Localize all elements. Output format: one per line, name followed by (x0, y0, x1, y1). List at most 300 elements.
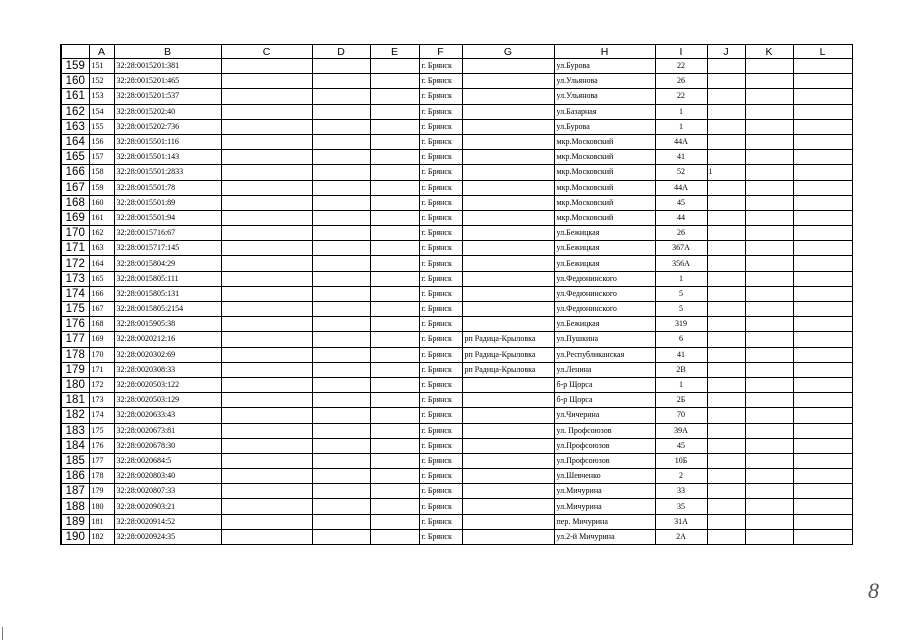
cell-f[interactable]: г. Брянск (419, 423, 462, 438)
cell-j[interactable] (707, 89, 745, 104)
row-number[interactable]: 187 (61, 484, 89, 499)
cell-d[interactable] (312, 438, 370, 453)
cell-b[interactable]: 32:28:0020684:5 (114, 453, 221, 468)
cell-h[interactable]: ул.Бурова (554, 119, 655, 134)
cell-j[interactable] (707, 317, 745, 332)
cell-i[interactable]: 319 (655, 317, 707, 332)
cell-l[interactable] (793, 408, 852, 423)
column-header-d[interactable]: D (312, 45, 370, 59)
cell-h[interactable]: мкр.Московский (554, 180, 655, 195)
cell-a[interactable]: 156 (89, 134, 114, 149)
row-number[interactable]: 183 (61, 423, 89, 438)
cell-c[interactable] (221, 514, 312, 529)
row-number[interactable]: 182 (61, 408, 89, 423)
cell-e[interactable] (370, 241, 419, 256)
cell-l[interactable] (793, 529, 852, 544)
cell-i[interactable]: 356А (655, 256, 707, 271)
cell-h[interactable]: ул.Республиканская (554, 347, 655, 362)
cell-b[interactable]: 32:28:0020807:33 (114, 484, 221, 499)
cell-h[interactable]: ул.Профсоюзов (554, 438, 655, 453)
cell-j[interactable] (707, 499, 745, 514)
cell-h[interactable]: б-р Щорса (554, 393, 655, 408)
cell-g[interactable] (462, 104, 554, 119)
cell-e[interactable] (370, 119, 419, 134)
cell-d[interactable] (312, 499, 370, 514)
cell-g[interactable] (462, 256, 554, 271)
cell-f[interactable]: г. Брянск (419, 484, 462, 499)
cell-j[interactable] (707, 362, 745, 377)
cell-k[interactable] (745, 119, 793, 134)
cell-g[interactable] (462, 226, 554, 241)
cell-g[interactable] (462, 59, 554, 74)
cell-k[interactable] (745, 134, 793, 149)
cell-k[interactable] (745, 362, 793, 377)
cell-j[interactable]: 1 (707, 165, 745, 180)
cell-l[interactable] (793, 165, 852, 180)
cell-g[interactable] (462, 484, 554, 499)
cell-j[interactable] (707, 150, 745, 165)
cell-i[interactable]: 2В (655, 362, 707, 377)
cell-k[interactable] (745, 423, 793, 438)
cell-a[interactable]: 165 (89, 271, 114, 286)
cell-b[interactable]: 32:28:0020503:122 (114, 377, 221, 392)
cell-j[interactable] (707, 453, 745, 468)
cell-c[interactable] (221, 241, 312, 256)
cell-h[interactable]: ул.Федюнинского (554, 302, 655, 317)
cell-i[interactable]: 22 (655, 89, 707, 104)
cell-g[interactable] (462, 150, 554, 165)
cell-l[interactable] (793, 150, 852, 165)
cell-f[interactable]: г. Брянск (419, 286, 462, 301)
cell-d[interactable] (312, 423, 370, 438)
cell-g[interactable] (462, 393, 554, 408)
cell-f[interactable]: г. Брянск (419, 59, 462, 74)
cell-h[interactable]: ул. Профсоюзов (554, 423, 655, 438)
cell-h[interactable]: ул.Чичерина (554, 408, 655, 423)
cell-f[interactable]: г. Брянск (419, 226, 462, 241)
cell-f[interactable]: г. Брянск (419, 195, 462, 210)
cell-c[interactable] (221, 484, 312, 499)
cell-k[interactable] (745, 271, 793, 286)
cell-g[interactable] (462, 165, 554, 180)
cell-d[interactable] (312, 377, 370, 392)
row-number[interactable]: 159 (61, 59, 89, 74)
cell-i[interactable]: 41 (655, 347, 707, 362)
cell-b[interactable]: 32:28:0015805:111 (114, 271, 221, 286)
cell-b[interactable]: 32:28:0020212:16 (114, 332, 221, 347)
cell-b[interactable]: 32:28:0015805:131 (114, 286, 221, 301)
cell-h[interactable]: мкр.Московский (554, 195, 655, 210)
cell-k[interactable] (745, 104, 793, 119)
cell-d[interactable] (312, 362, 370, 377)
cell-l[interactable] (793, 302, 852, 317)
row-number[interactable]: 176 (61, 317, 89, 332)
row-number[interactable]: 162 (61, 104, 89, 119)
cell-l[interactable] (793, 195, 852, 210)
cell-c[interactable] (221, 469, 312, 484)
cell-c[interactable] (221, 332, 312, 347)
cell-k[interactable] (745, 210, 793, 225)
cell-j[interactable] (707, 484, 745, 499)
cell-i[interactable]: 33 (655, 484, 707, 499)
cell-h[interactable]: ул.Профсоюзов (554, 453, 655, 468)
cell-c[interactable] (221, 529, 312, 544)
cell-i[interactable]: 1 (655, 377, 707, 392)
cell-j[interactable] (707, 226, 745, 241)
row-number[interactable]: 188 (61, 499, 89, 514)
cell-i[interactable]: 35 (655, 499, 707, 514)
cell-i[interactable]: 39А (655, 423, 707, 438)
cell-a[interactable]: 161 (89, 210, 114, 225)
cell-i[interactable]: 52 (655, 165, 707, 180)
cell-b[interactable]: 32:28:0015501:2833 (114, 165, 221, 180)
row-number[interactable]: 165 (61, 150, 89, 165)
cell-k[interactable] (745, 453, 793, 468)
cell-i[interactable]: 1 (655, 104, 707, 119)
cell-j[interactable] (707, 134, 745, 149)
cell-e[interactable] (370, 347, 419, 362)
row-number[interactable]: 186 (61, 469, 89, 484)
cell-h[interactable]: мкр.Московский (554, 210, 655, 225)
cell-h[interactable]: ул.Бежицкая (554, 226, 655, 241)
cell-a[interactable]: 168 (89, 317, 114, 332)
cell-j[interactable] (707, 347, 745, 362)
cell-l[interactable] (793, 89, 852, 104)
cell-e[interactable] (370, 499, 419, 514)
cell-i[interactable]: 2А (655, 529, 707, 544)
cell-e[interactable] (370, 89, 419, 104)
cell-k[interactable] (745, 165, 793, 180)
cell-l[interactable] (793, 469, 852, 484)
cell-f[interactable]: г. Брянск (419, 514, 462, 529)
cell-h[interactable]: ул.Мичурина (554, 484, 655, 499)
cell-c[interactable] (221, 438, 312, 453)
cell-b[interactable]: 32:28:0015805:2154 (114, 302, 221, 317)
row-number[interactable]: 179 (61, 362, 89, 377)
cell-d[interactable] (312, 226, 370, 241)
row-number[interactable]: 172 (61, 256, 89, 271)
cell-l[interactable] (793, 226, 852, 241)
row-number[interactable]: 178 (61, 347, 89, 362)
cell-i[interactable]: 44 (655, 210, 707, 225)
cell-e[interactable] (370, 271, 419, 286)
cell-f[interactable]: г. Брянск (419, 150, 462, 165)
cell-d[interactable] (312, 134, 370, 149)
cell-b[interactable]: 32:28:0015905:38 (114, 317, 221, 332)
column-header-k[interactable]: K (745, 45, 793, 59)
cell-e[interactable] (370, 484, 419, 499)
cell-h[interactable]: ул.Федюнинского (554, 286, 655, 301)
cell-e[interactable] (370, 134, 419, 149)
cell-k[interactable] (745, 302, 793, 317)
cell-i[interactable]: 44А (655, 134, 707, 149)
cell-a[interactable]: 182 (89, 529, 114, 544)
cell-h[interactable]: ул.Ульянова (554, 74, 655, 89)
cell-b[interactable]: 32:28:0020308:33 (114, 362, 221, 377)
column-header-b[interactable]: B (114, 45, 221, 59)
cell-k[interactable] (745, 256, 793, 271)
cell-j[interactable] (707, 438, 745, 453)
cell-h[interactable]: ул.Ленина (554, 362, 655, 377)
cell-f[interactable]: г. Брянск (419, 74, 462, 89)
cell-c[interactable] (221, 180, 312, 195)
cell-c[interactable] (221, 119, 312, 134)
row-number[interactable]: 171 (61, 241, 89, 256)
cell-h[interactable]: ул.Шевченко (554, 469, 655, 484)
row-number[interactable]: 173 (61, 271, 89, 286)
cell-e[interactable] (370, 210, 419, 225)
cell-c[interactable] (221, 393, 312, 408)
cell-f[interactable]: г. Брянск (419, 362, 462, 377)
cell-e[interactable] (370, 180, 419, 195)
cell-h[interactable]: пер. Мичурина (554, 514, 655, 529)
cell-g[interactable] (462, 317, 554, 332)
cell-k[interactable] (745, 529, 793, 544)
cell-f[interactable]: г. Брянск (419, 317, 462, 332)
cell-e[interactable] (370, 59, 419, 74)
row-number[interactable]: 166 (61, 165, 89, 180)
cell-a[interactable]: 180 (89, 499, 114, 514)
cell-b[interactable]: 32:28:0015804:29 (114, 256, 221, 271)
cell-d[interactable] (312, 256, 370, 271)
cell-j[interactable] (707, 408, 745, 423)
cell-h[interactable]: мкр.Московский (554, 150, 655, 165)
cell-i[interactable]: 5 (655, 286, 707, 301)
cell-c[interactable] (221, 317, 312, 332)
cell-i[interactable]: 6 (655, 332, 707, 347)
cell-f[interactable]: г. Брянск (419, 438, 462, 453)
cell-g[interactable] (462, 499, 554, 514)
cell-e[interactable] (370, 393, 419, 408)
cell-g[interactable] (462, 377, 554, 392)
cell-b[interactable]: 32:28:0015501:143 (114, 150, 221, 165)
cell-d[interactable] (312, 484, 370, 499)
cell-b[interactable]: 32:28:0020803:40 (114, 469, 221, 484)
cell-e[interactable] (370, 165, 419, 180)
cell-k[interactable] (745, 89, 793, 104)
cell-f[interactable]: г. Брянск (419, 180, 462, 195)
cell-d[interactable] (312, 74, 370, 89)
cell-a[interactable]: 167 (89, 302, 114, 317)
cell-a[interactable]: 166 (89, 286, 114, 301)
cell-b[interactable]: 32:28:0020678:30 (114, 438, 221, 453)
cell-g[interactable] (462, 423, 554, 438)
cell-a[interactable]: 151 (89, 59, 114, 74)
cell-b[interactable]: 32:28:0015716:67 (114, 226, 221, 241)
cell-k[interactable] (745, 332, 793, 347)
cell-h[interactable]: ул.Бежицкая (554, 317, 655, 332)
row-number[interactable]: 184 (61, 438, 89, 453)
row-number[interactable]: 185 (61, 453, 89, 468)
cell-k[interactable] (745, 514, 793, 529)
cell-i[interactable]: 5 (655, 302, 707, 317)
row-number[interactable]: 161 (61, 89, 89, 104)
cell-i[interactable]: 31А (655, 514, 707, 529)
cell-d[interactable] (312, 529, 370, 544)
cell-c[interactable] (221, 302, 312, 317)
cell-e[interactable] (370, 256, 419, 271)
cell-k[interactable] (745, 393, 793, 408)
cell-j[interactable] (707, 104, 745, 119)
cell-g[interactable] (462, 469, 554, 484)
cell-l[interactable] (793, 271, 852, 286)
cell-a[interactable]: 178 (89, 469, 114, 484)
cell-a[interactable]: 158 (89, 165, 114, 180)
cell-g[interactable] (462, 134, 554, 149)
cell-h[interactable]: ул.Бежицкая (554, 256, 655, 271)
cell-e[interactable] (370, 362, 419, 377)
cell-a[interactable]: 163 (89, 241, 114, 256)
cell-b[interactable]: 32:28:0015202:40 (114, 104, 221, 119)
cell-c[interactable] (221, 195, 312, 210)
cell-c[interactable] (221, 499, 312, 514)
cell-j[interactable] (707, 210, 745, 225)
cell-g[interactable] (462, 74, 554, 89)
cell-g[interactable] (462, 89, 554, 104)
cell-i[interactable]: 26 (655, 226, 707, 241)
cell-e[interactable] (370, 302, 419, 317)
cell-k[interactable] (745, 59, 793, 74)
cell-k[interactable] (745, 241, 793, 256)
cell-l[interactable] (793, 104, 852, 119)
cell-a[interactable]: 152 (89, 74, 114, 89)
cell-h[interactable]: мкр.Московский (554, 165, 655, 180)
cell-f[interactable]: г. Брянск (419, 529, 462, 544)
cell-d[interactable] (312, 514, 370, 529)
cell-h[interactable]: ул.Федюнинского (554, 271, 655, 286)
cell-i[interactable]: 1 (655, 119, 707, 134)
cell-h[interactable]: мкр.Московский (554, 134, 655, 149)
cell-l[interactable] (793, 393, 852, 408)
cell-d[interactable] (312, 286, 370, 301)
cell-l[interactable] (793, 332, 852, 347)
cell-k[interactable] (745, 484, 793, 499)
cell-l[interactable] (793, 119, 852, 134)
cell-g[interactable] (462, 241, 554, 256)
cell-d[interactable] (312, 180, 370, 195)
cell-h[interactable]: ул.Бурова (554, 59, 655, 74)
cell-e[interactable] (370, 408, 419, 423)
cell-d[interactable] (312, 453, 370, 468)
row-number[interactable]: 189 (61, 514, 89, 529)
cell-a[interactable]: 181 (89, 514, 114, 529)
cell-f[interactable]: г. Брянск (419, 271, 462, 286)
cell-j[interactable] (707, 514, 745, 529)
cell-a[interactable]: 170 (89, 347, 114, 362)
cell-g[interactable]: рп Радица-Крыловка (462, 332, 554, 347)
cell-l[interactable] (793, 59, 852, 74)
cell-d[interactable] (312, 150, 370, 165)
cell-k[interactable] (745, 150, 793, 165)
cell-j[interactable] (707, 286, 745, 301)
row-number[interactable]: 160 (61, 74, 89, 89)
cell-g[interactable] (462, 195, 554, 210)
cell-i[interactable]: 41 (655, 150, 707, 165)
cell-k[interactable] (745, 286, 793, 301)
cell-j[interactable] (707, 180, 745, 195)
column-header-c[interactable]: C (221, 45, 312, 59)
cell-g[interactable] (462, 438, 554, 453)
cell-d[interactable] (312, 119, 370, 134)
cell-e[interactable] (370, 226, 419, 241)
cell-a[interactable]: 171 (89, 362, 114, 377)
cell-d[interactable] (312, 210, 370, 225)
cell-j[interactable] (707, 119, 745, 134)
cell-c[interactable] (221, 423, 312, 438)
row-number[interactable]: 164 (61, 134, 89, 149)
cell-i[interactable]: 367А (655, 241, 707, 256)
cell-b[interactable]: 32:28:0015717:145 (114, 241, 221, 256)
cell-h[interactable]: ул.Ульянова (554, 89, 655, 104)
cell-l[interactable] (793, 74, 852, 89)
cell-e[interactable] (370, 74, 419, 89)
cell-a[interactable]: 172 (89, 377, 114, 392)
cell-d[interactable] (312, 271, 370, 286)
cell-c[interactable] (221, 377, 312, 392)
cell-l[interactable] (793, 180, 852, 195)
cell-j[interactable] (707, 59, 745, 74)
cell-a[interactable]: 155 (89, 119, 114, 134)
cell-c[interactable] (221, 74, 312, 89)
cell-d[interactable] (312, 241, 370, 256)
cell-g[interactable] (462, 529, 554, 544)
cell-a[interactable]: 174 (89, 408, 114, 423)
cell-b[interactable]: 32:28:0015501:94 (114, 210, 221, 225)
row-number[interactable]: 180 (61, 377, 89, 392)
cell-e[interactable] (370, 529, 419, 544)
cell-j[interactable] (707, 271, 745, 286)
cell-f[interactable]: г. Брянск (419, 256, 462, 271)
column-header-e[interactable]: E (370, 45, 419, 59)
cell-i[interactable]: 45 (655, 195, 707, 210)
cell-f[interactable]: г. Брянск (419, 241, 462, 256)
cell-g[interactable] (462, 408, 554, 423)
cell-b[interactable]: 32:28:0015201:381 (114, 59, 221, 74)
cell-d[interactable] (312, 302, 370, 317)
cell-j[interactable] (707, 377, 745, 392)
cell-a[interactable]: 177 (89, 453, 114, 468)
cell-k[interactable] (745, 377, 793, 392)
row-number[interactable]: 177 (61, 332, 89, 347)
cell-j[interactable] (707, 241, 745, 256)
cell-e[interactable] (370, 332, 419, 347)
cell-b[interactable]: 32:28:0020302:69 (114, 347, 221, 362)
cell-a[interactable]: 159 (89, 180, 114, 195)
cell-g[interactable] (462, 453, 554, 468)
cell-i[interactable]: 2 (655, 469, 707, 484)
cell-f[interactable]: г. Брянск (419, 210, 462, 225)
cell-f[interactable]: г. Брянск (419, 347, 462, 362)
cell-c[interactable] (221, 271, 312, 286)
column-header-f[interactable]: F (419, 45, 462, 59)
cell-i[interactable]: 70 (655, 408, 707, 423)
row-number[interactable]: 169 (61, 210, 89, 225)
cell-d[interactable] (312, 104, 370, 119)
cell-f[interactable]: г. Брянск (419, 104, 462, 119)
cell-j[interactable] (707, 195, 745, 210)
cell-j[interactable] (707, 423, 745, 438)
cell-a[interactable]: 154 (89, 104, 114, 119)
cell-i[interactable]: 45 (655, 438, 707, 453)
cell-k[interactable] (745, 317, 793, 332)
cell-g[interactable]: рп Радица-Крыловка (462, 347, 554, 362)
cell-h[interactable]: ул.Мичурина (554, 499, 655, 514)
cell-h[interactable]: ул.2-й Мичурина (554, 529, 655, 544)
cell-i[interactable]: 26 (655, 74, 707, 89)
cell-l[interactable] (793, 423, 852, 438)
cell-c[interactable] (221, 347, 312, 362)
cell-j[interactable] (707, 74, 745, 89)
